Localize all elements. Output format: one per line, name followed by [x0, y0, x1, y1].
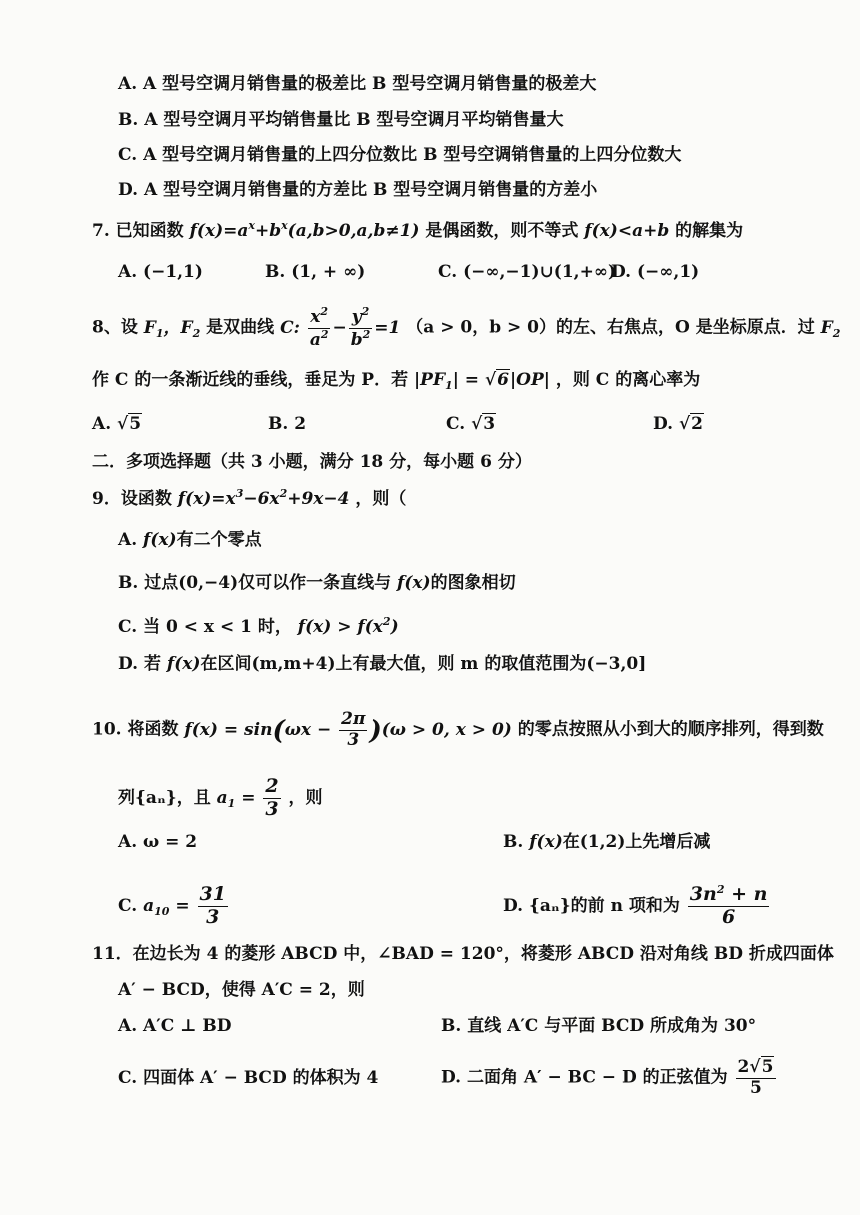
q11-line2: A′ − BCD，使得 A′C = 2，则: [118, 980, 365, 1000]
q7-tail: 的解集为: [675, 221, 744, 241]
q10-option-d: [503, 884, 771, 929]
q10-option-d-text: D. {aₙ}的前 n 项和为: [503, 895, 680, 916]
q8-option-c-label: C.: [446, 414, 466, 434]
q8-ratio: $|PF_1| = √6|OP|$: [414, 370, 550, 392]
q9-option-a: [118, 532, 262, 549]
q10-line2: [118, 776, 323, 821]
q7-option-c: C. (−∞,−1)∪(1,+∞): [438, 262, 617, 282]
q10-line2-tail: ，则: [288, 787, 323, 808]
q9-option-a-label: A.: [118, 530, 138, 550]
q9-option-a-fx: f(x): [143, 530, 177, 550]
q10-option-d-value: $\frac{3n^2 + n}{6}$: [689, 883, 768, 928]
q8-option-c: [446, 416, 496, 433]
q6-option-b: B. A 型号空调月平均销售量比 B 型号空调月平均销售量大: [118, 110, 564, 130]
q8-option-a-label: A.: [92, 414, 112, 434]
q6-option-a: A. A 型号空调月销售量的极差比 B 型号空调月销售量的极差大: [118, 74, 597, 94]
q11-option-d-value: $\frac{2√5}{5}$: [736, 1058, 777, 1098]
q10-a1: $a_1$ = $\frac{2}{3}$: [216, 775, 279, 820]
q7-inequality: f(x)<a+b: [584, 221, 670, 241]
q8-option-b: B. 2: [268, 414, 307, 434]
q9-tail: ，则（: [355, 489, 407, 509]
q11-option-a: A. A′C ⊥ BD: [118, 1016, 232, 1036]
q9-option-b-fx: f(x): [397, 573, 431, 593]
q10-option-b: [503, 834, 710, 851]
q9-option-b: [118, 575, 516, 592]
q9-option-d-fx: f(x): [166, 654, 201, 674]
q9-lead: 9．设函数: [92, 489, 172, 509]
q8-option-a-value: √5: [117, 414, 142, 434]
q8-hyperbola: C: $\frac{x^2}{a^2}$ − $\frac{y^2}{b^2}$ =1: [280, 305, 401, 350]
q9-option-c: [118, 616, 399, 636]
q7-option-d: D. (−∞,1): [611, 262, 700, 282]
q10-stem: [92, 710, 824, 750]
q8-lead: 8、设: [92, 317, 138, 338]
q9-stem: [92, 488, 406, 508]
q11-option-d: [441, 1058, 778, 1098]
q6-option-d: D. A 型号空调月销售量的方差比 B 型号空调月销售量的方差小: [118, 180, 598, 200]
q10-option-c: [118, 884, 230, 929]
q6-option-c: C. A 型号空调月销售量的上四分位数比 B 型号空调销售量的上四分位数大: [118, 145, 682, 165]
q10-option-c-value: $a_{10}$ = $\frac{31}{3}$: [143, 883, 226, 928]
q8-option-c-value: √3: [471, 414, 496, 434]
q8-focus-f2: $F_2$: [820, 317, 841, 340]
q10-option-a: A. ω = 2: [118, 832, 198, 852]
q10-option-b-label: B.: [503, 832, 524, 852]
q10-tail: 的零点按照从小到大的顺序排列，得到数: [517, 719, 824, 740]
q8-line2a: 作 C 的一条渐近线的垂线，垂足为 P．若: [92, 370, 409, 390]
q9-option-a-text: 有二个零点: [176, 530, 262, 550]
q7-mid: 是偶函数，则不等式: [425, 221, 579, 241]
q9-option-d-label: D. 若: [118, 654, 161, 674]
q7-option-a: A. (−1,1): [118, 262, 203, 282]
q10-option-b-fx: f(x): [529, 832, 563, 852]
q7-stem: [92, 220, 743, 240]
q8-cond: （a > 0，b > 0）的左、右焦点，O 是坐标原点．过: [406, 317, 815, 338]
q10-option-b-text: 在(1,2)上先增后减: [562, 832, 711, 852]
q10-option-c-label: C.: [118, 895, 138, 916]
q9-option-b-text: B. 过点(0,−4)仅可以作一条直线与: [118, 573, 392, 593]
q10-line2-text: 列{aₙ}，且: [118, 787, 211, 808]
q8-mid1: 是双曲线: [206, 317, 275, 338]
q11-option-c: C. 四面体 A′ − BCD 的体积为 4: [118, 1068, 379, 1088]
section-2-heading: 二．多项选择题（共 3 小题，满分 18 分，每小题 6 分）: [92, 452, 532, 472]
q11-option-d-text: D. 二面角 A′ − BC − D 的正弦值为: [441, 1067, 728, 1088]
q7-function-def: $f(x)=a^x+b^x(a,b>0,a,b\ne 1)$: [189, 219, 420, 241]
q10-function-def: f(x) = sin(ωx − $\frac{2\pi}{3}$ )(ω > 0, x > 0): [184, 709, 512, 750]
q9-option-b-tail: 的图象相切: [430, 573, 516, 593]
q8-line2: [92, 372, 700, 391]
q8-option-d: [653, 416, 704, 433]
q9-option-d: [118, 656, 646, 673]
q8-foci: $F_1$，$F_2$: [143, 317, 201, 340]
q7-option-b: B. (1, + ∞): [265, 262, 366, 282]
q8-option-d-label: D.: [653, 414, 674, 434]
q11-option-b: B. 直线 A′C 与平面 BCD 所成角为 30°: [441, 1016, 757, 1036]
q9-function-def: $f(x)=x^3-6x^2+9x-4$: [177, 487, 350, 509]
q9-option-c-inequality: $f(x) > f(x^2)$: [297, 615, 399, 637]
q8-line2b: ，则 C 的离心率为: [555, 370, 701, 390]
q8-stem: [92, 306, 840, 350]
q9-option-c-text: C. 当 0 < x < 1 时，: [118, 617, 292, 637]
q7-lead: 7. 已知函数: [92, 221, 184, 241]
q9-option-d-text: 在区间(m,m+4)上有最大值，则 m 的取值范围为(−3,0]: [200, 654, 647, 674]
q11-line1: 11．在边长为 4 的菱形 ABCD 中，∠BAD = 120°，将菱形 ABCD 沿对角线 BD 折成四面体: [92, 944, 834, 964]
q8-option-a: [92, 416, 142, 433]
q10-lead: 10. 将函数: [92, 719, 179, 740]
q8-option-d-value: √2: [678, 414, 704, 434]
